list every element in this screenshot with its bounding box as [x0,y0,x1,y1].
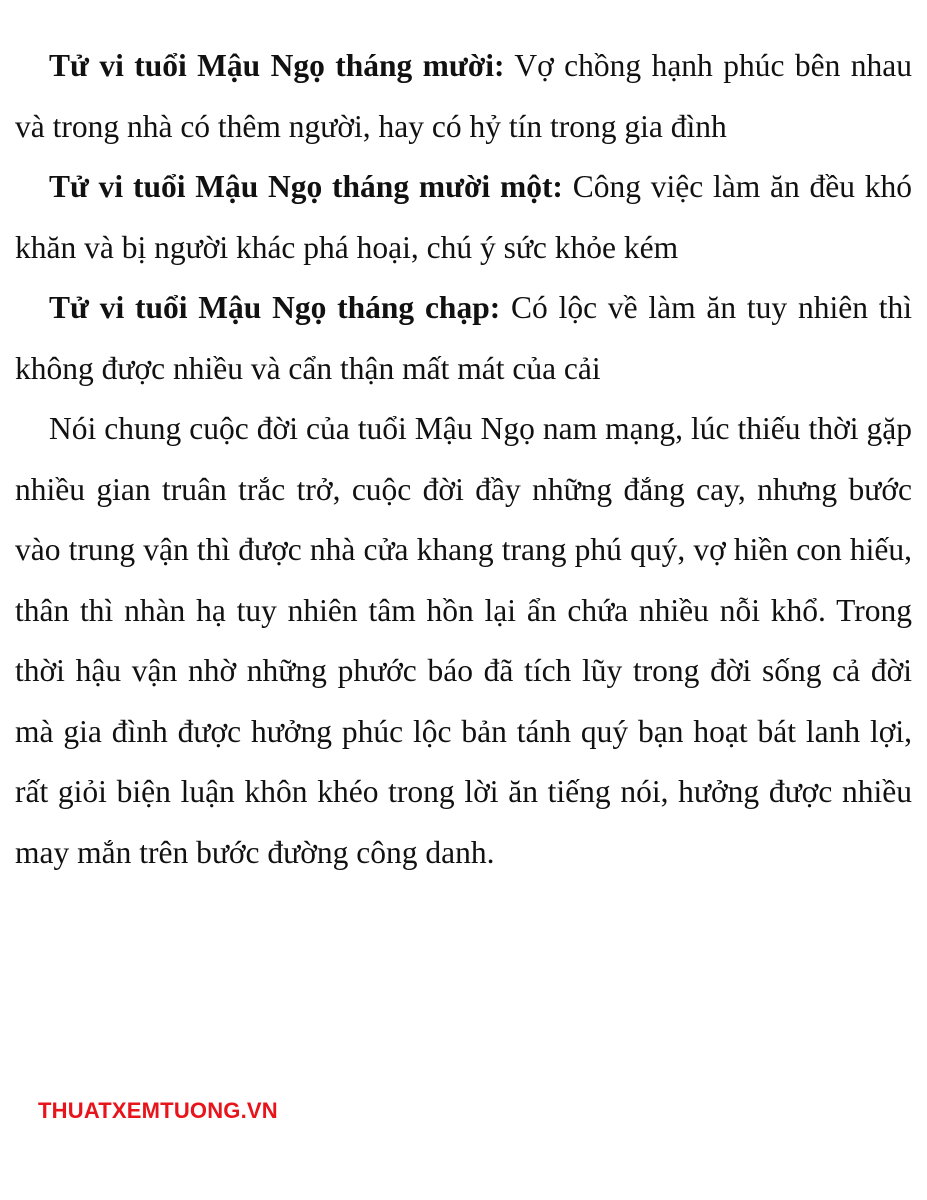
paragraph-summary [15,399,912,883]
paragraph-text: Có lộc về làm ăn tuy nhiên thì không được nhiều và cẩn thận mất mát của cải [15,290,912,386]
paragraph-text: Vợ chồng hạnh phúc bên nhau và trong nhà có thêm người, hay có hỷ tín trong gia đình [15,48,912,144]
paragraph-lead: Tử vi tuổi Mậu Ngọ tháng mười: [49,48,505,83]
paragraph-month-11 [15,157,912,278]
paragraph-lead: Tử vi tuổi Mậu Ngọ tháng mười một: [49,169,563,204]
paragraph-text: Công việc làm ăn đều khó khăn và bị người khác phá hoại, chú ý sức khỏe kém [15,169,913,265]
paragraph-text: Nói chung cuộc đời của tuổi Mậu Ngọ nam mạng, lúc thiếu thời gặp nhiều gian truân trắc trở, cuộc đời đầy những đắng cay, nhưng bước vào trung vận thì được nhà cửa khang trang phú quý, vợ hiền con hiếu, thân thì nhàn hạ tuy nhiên tâm hồn lại ẩn chứa nhiều nỗi khổ. Trong thời hậu vận nhờ những phước báo đã tích lũy trong đời sống cả đời mà gia đình được hưởng phúc lộc bản tánh quý bạn hoạt bát lanh lợi, rất giỏi biện luận khôn khéo trong lời ăn tiếng nói, hưởng được nhiều may mắn trên bước đường công danh. [15,411,912,870]
site-watermark: THUATXEMTUONG.VN [38,1098,278,1123]
paragraph-month-10 [15,36,912,157]
paragraph-month-12 [15,278,912,399]
paragraph-lead: Tử vi tuổi Mậu Ngọ tháng chạp: [49,290,501,325]
document-body [15,36,912,883]
